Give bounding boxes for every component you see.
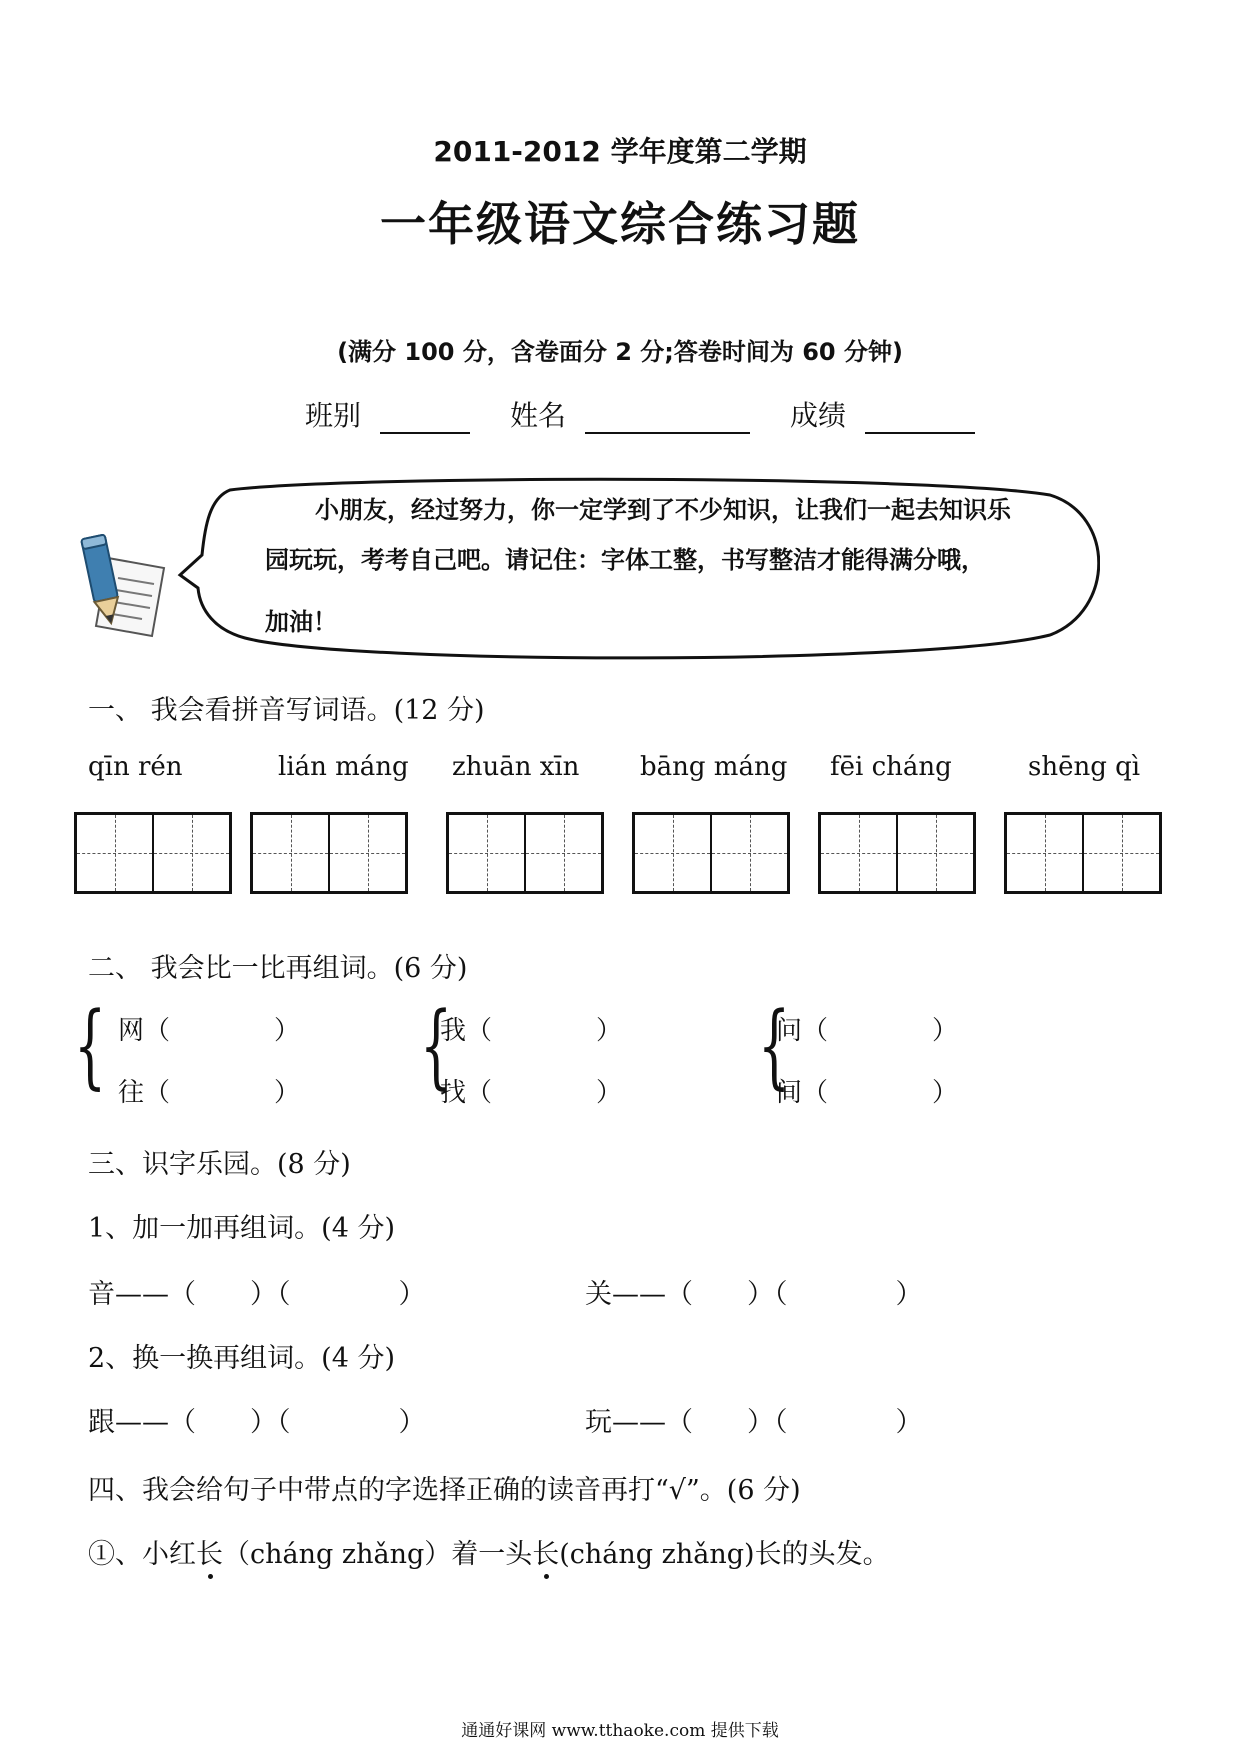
section-3-part-2-title: 2、换一换再组词。(4 分): [88, 1343, 396, 1374]
swap-word-item-1[interactable]: 跟——（ ）（ ）: [88, 1407, 426, 1438]
score-label: 成绩: [790, 399, 847, 432]
name-blank[interactable]: [585, 432, 750, 434]
q1-part-c: (cháng zhǎng)长的头发。: [559, 1539, 890, 1570]
class-blank[interactable]: [380, 432, 470, 434]
brace-1: {: [74, 992, 107, 1099]
score-blank[interactable]: [865, 432, 975, 434]
intro-line-1: 小朋友，经过努力，你一定学到了不少知识，让我们一起去知识乐: [315, 495, 1011, 524]
section-3-title: 三、识字乐园。(8 分): [88, 1149, 351, 1180]
compare-item-1-top[interactable]: 网（ ）: [118, 1016, 301, 1046]
writing-grid-6[interactable]: [1004, 812, 1162, 894]
exam-score-note: (满分 100 分，含卷面分 2 分;答卷时间为 60 分钟): [337, 338, 903, 366]
pinyin-4: bāng máng: [640, 752, 788, 782]
writing-grid-5[interactable]: [818, 812, 976, 894]
add-word-item-2[interactable]: 关——（ ）（ ）: [585, 1279, 923, 1310]
intro-line-3: 加油！: [265, 607, 337, 636]
section-4-question-1[interactable]: [88, 1532, 890, 1571]
pinyin-3: zhuān xīn: [452, 752, 580, 782]
compare-item-2-top[interactable]: 我（ ）: [440, 1016, 623, 1046]
class-label: 班别: [305, 399, 362, 432]
exam-title: 一年级语文综合练习题: [380, 197, 860, 251]
exam-year-heading: 2011-2012 学年度第二学期: [433, 135, 807, 168]
writing-grid-2[interactable]: [250, 812, 408, 894]
writing-grid-1[interactable]: [74, 812, 232, 894]
writing-grid-3[interactable]: [446, 812, 604, 894]
q1-part-a: ①、小红: [88, 1539, 196, 1570]
brace-3: {: [758, 992, 791, 1099]
q1-dotted-char-1: 长: [196, 1532, 223, 1571]
compare-item-1-bottom[interactable]: 往（ ）: [118, 1078, 301, 1108]
q1-part-b: （cháng zhǎng）着一头: [223, 1539, 533, 1570]
writing-grid-4[interactable]: [632, 812, 790, 894]
brace-2: {: [420, 992, 453, 1099]
section-2-title: 二、 我会比一比再组词。(6 分): [88, 953, 468, 984]
name-label: 姓名: [510, 399, 567, 432]
compare-item-2-bottom[interactable]: 找（ ）: [440, 1078, 623, 1108]
section-1-title: 一、 我会看拼音写词语。(12 分): [88, 695, 485, 726]
pencil-paper-icon: [80, 530, 170, 640]
section-3-part-1-title: 1、加一加再组词。(4 分): [88, 1213, 396, 1244]
pinyin-5: fēi cháng: [830, 752, 952, 782]
q1-dotted-char-2: 长: [532, 1532, 559, 1571]
pinyin-1: qīn rén: [88, 752, 183, 782]
section-4-title: 四、我会给句子中带点的字选择正确的读音再打“√”。(6 分): [88, 1475, 801, 1506]
swap-word-item-2[interactable]: 玩——（ ）（ ）: [585, 1407, 923, 1438]
compare-item-3-top[interactable]: 问（ ）: [776, 1016, 959, 1046]
compare-item-3-bottom[interactable]: 间（ ）: [776, 1078, 959, 1108]
pinyin-2: lián máng: [278, 752, 409, 782]
intro-line-2: 园玩玩，考考自己吧。请记住：字体工整，书写整洁才能得满分哦，: [265, 545, 985, 574]
add-word-item-1[interactable]: 音——（ ）（ ）: [88, 1279, 426, 1310]
footer-source: 通通好课网 www.tthaoke.com 提供下载: [461, 1721, 779, 1741]
pinyin-6: shēng qì: [1028, 752, 1141, 782]
